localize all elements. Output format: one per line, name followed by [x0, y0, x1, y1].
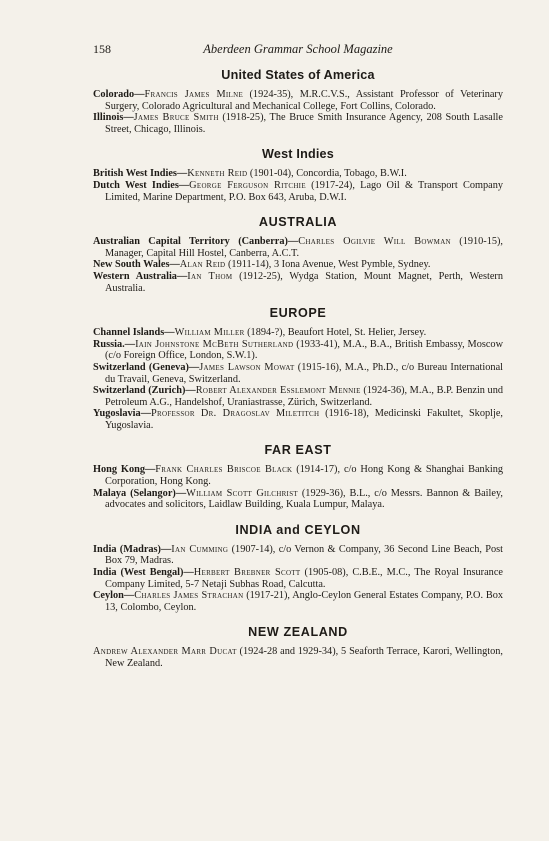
page-header [93, 42, 503, 58]
section-heading: NEW ZEALAND [248, 625, 348, 640]
directory-entry [93, 646, 503, 669]
directory-entry: Australian Capital Territory (Canberra)—Charles Ogilvie Will Bowman (1910-15), Manager, Capital Hill Hostel, Canberra, A.C.T. [93, 236, 504, 259]
entry-details: (1917-24), Lago Oil & Transport Company Limited, Marine Department, P.O. Box 643, Aruba, D.W.I. [105, 179, 503, 203]
entry-name: James Lawson Mowat [199, 361, 295, 373]
entry-details: (1910-15), Manager, Capital Hill Hostel, Canberra, A.C.T. [105, 236, 504, 259]
entry-details: (1907-14), c/o Vernon & Company, 36 Second Line Beach, Post Box 79, Madras. [105, 543, 503, 567]
entry-details: (1912-25), Wydga Station, Mount Magnet, Perth, Western Australia. [105, 270, 503, 294]
directory-entry: Channel Islands—William Miller (1894-?), Beaufort Hotel, St. Helier, Jersey. [93, 327, 427, 339]
directory-entry: New South Wales—Alan Reid (1911-14), 3 Iona Avenue, West Pymble, Sydney. [93, 259, 431, 271]
entry-details: (1918-25), The Bruce Smith Insurance Agency, 208 South Lasalle Street, Chicago, Illinois. [105, 112, 503, 135]
entry-name: Ian Thom [187, 270, 233, 282]
section-usa [93, 68, 503, 135]
entry-place: Western Australia [93, 270, 177, 282]
section-heading: AUSTRALIA [258, 215, 338, 230]
entry-name: Frank Charles Briscoe Black [155, 464, 293, 476]
entry-place: Dutch West Indies [93, 179, 179, 191]
section-heading: INDIA and CEYLON [235, 522, 361, 537]
entry-name: Charles James Strachan [134, 590, 244, 602]
entry-place: Colorado [93, 89, 135, 100]
entry-place: India (Madras) [93, 543, 161, 555]
entry-details: (1916-18), Medicinski Fakultet, Skoplje, Yugoslavia. [105, 408, 503, 431]
section-heading: United States of America [221, 68, 375, 82]
entry-place: Switzerland (Zurich) [93, 385, 186, 397]
entry-name: Ian Cumming [171, 543, 229, 555]
entry-details: (1924-36), M.A., B.P. Benzin und Petroleum A.G., Handelshof, Uraniastrasse, Zürich, Switzerland. [105, 385, 503, 408]
entry-place: Russia. [93, 338, 125, 350]
entry-place: Switzerland (Geneva) [93, 361, 189, 373]
directory-entry: Yugoslavia—Professor Dr. Dragoslav Miletitch (1916-18), Medicinski Fakultet, Skoplje, Yugoslavia. [93, 408, 503, 431]
entry-name: Herbert Brebner Scott [193, 567, 301, 579]
entry-name: Francis James Milne [144, 89, 244, 100]
entry-details: (1911-14), 3 Iona Avenue, West Pymble, Sydney. [225, 259, 431, 271]
directory-entry: British West Indies—Kenneth Reid (1901-04), Concordia, Tobago, B.W.I. [93, 168, 407, 180]
entry-place: Hong Kong [93, 464, 145, 476]
directory-entry: Western Australia—Ian Thom (1912-25), Wydga Station, Mount Magnet, Perth, Western Australia. [93, 270, 503, 294]
entry-place: Australian Capital Territory (Canberra) [93, 236, 288, 248]
directory-entry: Switzerland (Zurich)—Robert Alexander Esslemont Mennie (1924-36), M.A., B.P. Benzin und Petroleum A.G., Handelshof, Uraniastrasse, Zürich, Switzerland. [93, 385, 503, 408]
entry-place: Ceylon [93, 590, 124, 602]
entry-name: Iain Johnstone McBeth Sutherland [135, 338, 294, 350]
directory-entry: Hong Kong—Frank Charles Briscoe Black (1914-17), c/o Hong Kong & Shanghai Banking Corporation, Hong Kong. [93, 464, 504, 488]
directory-entry: Malaya (Selangor)—William Scott Gilchrist (1929-36), B.L., c/o Messrs. Bannon & Bailey, advocates and solicitors, Laidlaw Building, Kuala Lumpur, Malaya. [93, 487, 503, 511]
directory-entry: Russia.—Iain Johnstone McBeth Sutherland (1933-41), M.A., B.A., British Embassy, Moscow (c/o Foreign Office, London, S.W.1). [93, 338, 504, 362]
entry-place: British West Indies [93, 168, 177, 180]
section-india-ceylon [93, 523, 503, 614]
entry-place: Yugoslavia [93, 408, 141, 420]
running-title: Aberdeen Grammar School Magazine [203, 42, 393, 56]
entry-details: (1917-21), Anglo-Ceylon General Estates Company, P.O. Box 13, Colombo, Ceylon. [105, 590, 504, 613]
entry-name: William Miller [174, 327, 245, 339]
entry-details: (1929-36), B.L., c/o Messrs. Bannon & Bailey, advocates and solicitors, Laidlaw Building, Kuala Lumpur, Malaya. [105, 487, 503, 511]
entry-place: India (West Bengal) [93, 567, 184, 579]
directory-entry: Colorado—Francis James Milne (1924-35), M.R.C.V.S., Assistant Professor of Veterinary Surgery, Colorado Agricultural and Mechanical College, Fort Collins, Colorado. [93, 89, 504, 112]
entry-name: Professor Dr. Dragoslav Miletitch [151, 408, 320, 420]
section-far-east [93, 443, 503, 510]
section-heading: FAR EAST [264, 443, 332, 458]
entry-details: (1915-16), M.A., Ph.D., c/o Bureau International du Travail, Geneva, Switzerland. [105, 361, 504, 385]
section-west-indies [93, 147, 503, 203]
entry-name: William Scott Gilchrist [186, 487, 298, 499]
directory-entry: India (West Bengal)—Herbert Brebner Scott (1905-08), C.B.E., M.C., The Royal Insurance Company Limited, 5-7 Netaji Subhas Road, Calcutta. [93, 567, 503, 590]
section-australia [93, 215, 503, 294]
entry-name: Andrew Alexander Marr Ducat [93, 646, 237, 658]
directory-content [93, 68, 503, 682]
directory-entry: Ceylon—Charles James Strachan (1917-21), Anglo-Ceylon General Estates Company, P.O. Box 13, Colombo, Ceylon. [93, 590, 504, 613]
entry-place: Malaya (Selangor) [93, 487, 176, 499]
directory-entry: Illinois—James Bruce Smith (1918-25), The Bruce Smith Insurance Agency, 208 South Lasalle Street, Chicago, Illinois. [93, 112, 503, 135]
entry-details: (1924-35), M.R.C.V.S., Assistant Professor of Veterinary Surgery, Colorado Agricultural and Mechanical College, Fort Collins, Colorado. [105, 89, 504, 112]
entry-name: Alan Reid [179, 259, 226, 271]
entry-details: (1914-17), c/o Hong Kong & Shanghai Banking Corporation, Hong Kong. [105, 464, 504, 488]
page-number: 158 [93, 42, 111, 56]
entry-name: Charles Ogilvie Will Bowman [298, 236, 451, 248]
entry-name: Robert Alexander Esslemont Mennie [195, 385, 361, 397]
directory-entry: Dutch West Indies—George Ferguson Ritchie (1917-24), Lago Oil & Transport Company Limited, Marine Department, P.O. Box 643, Aruba, D.W.I. [93, 179, 503, 203]
entry-place: Channel Islands [93, 327, 165, 339]
section-heading: EUROPE [269, 306, 327, 321]
directory-entry: India (Madras)—Ian Cumming (1907-14), c/o Vernon & Company, 36 Second Line Beach, Post Box 79, Madras. [93, 543, 503, 567]
entry-details: (1905-08), C.B.E., M.C., The Royal Insurance Company Limited, 5-7 Netaji Subhas Road, Calcutta. [105, 567, 503, 590]
entry-place: New South Wales [93, 259, 170, 271]
directory-entry: Switzerland (Geneva)—James Lawson Mowat (1915-16), M.A., Ph.D., c/o Bureau International du Travail, Geneva, Switzerland. [93, 361, 504, 385]
entry-name: Kenneth Reid [187, 168, 248, 180]
entry-details: (1894-?), Beaufort Hotel, St. Helier, Jersey. [244, 327, 427, 339]
section-europe [93, 306, 503, 431]
section-heading: West Indies [262, 147, 334, 162]
entry-details: (1901-04), Concordia, Tobago, B.W.I. [247, 168, 407, 180]
entry-place: Illinois [93, 112, 124, 124]
entry-details: (1924-28 and 1929-34), 5 Seaforth Terrace, Karori, Wellington, New Zealand. [105, 646, 503, 669]
entry-name: George Ferguson Ritchie [189, 179, 306, 191]
entry-name: James Bruce Smith [133, 112, 219, 124]
section-new-zealand [93, 625, 503, 669]
entry-details: (1933-41), M.A., B.A., British Embassy, Moscow (c/o Foreign Office, London, S.W.1). [105, 338, 504, 362]
